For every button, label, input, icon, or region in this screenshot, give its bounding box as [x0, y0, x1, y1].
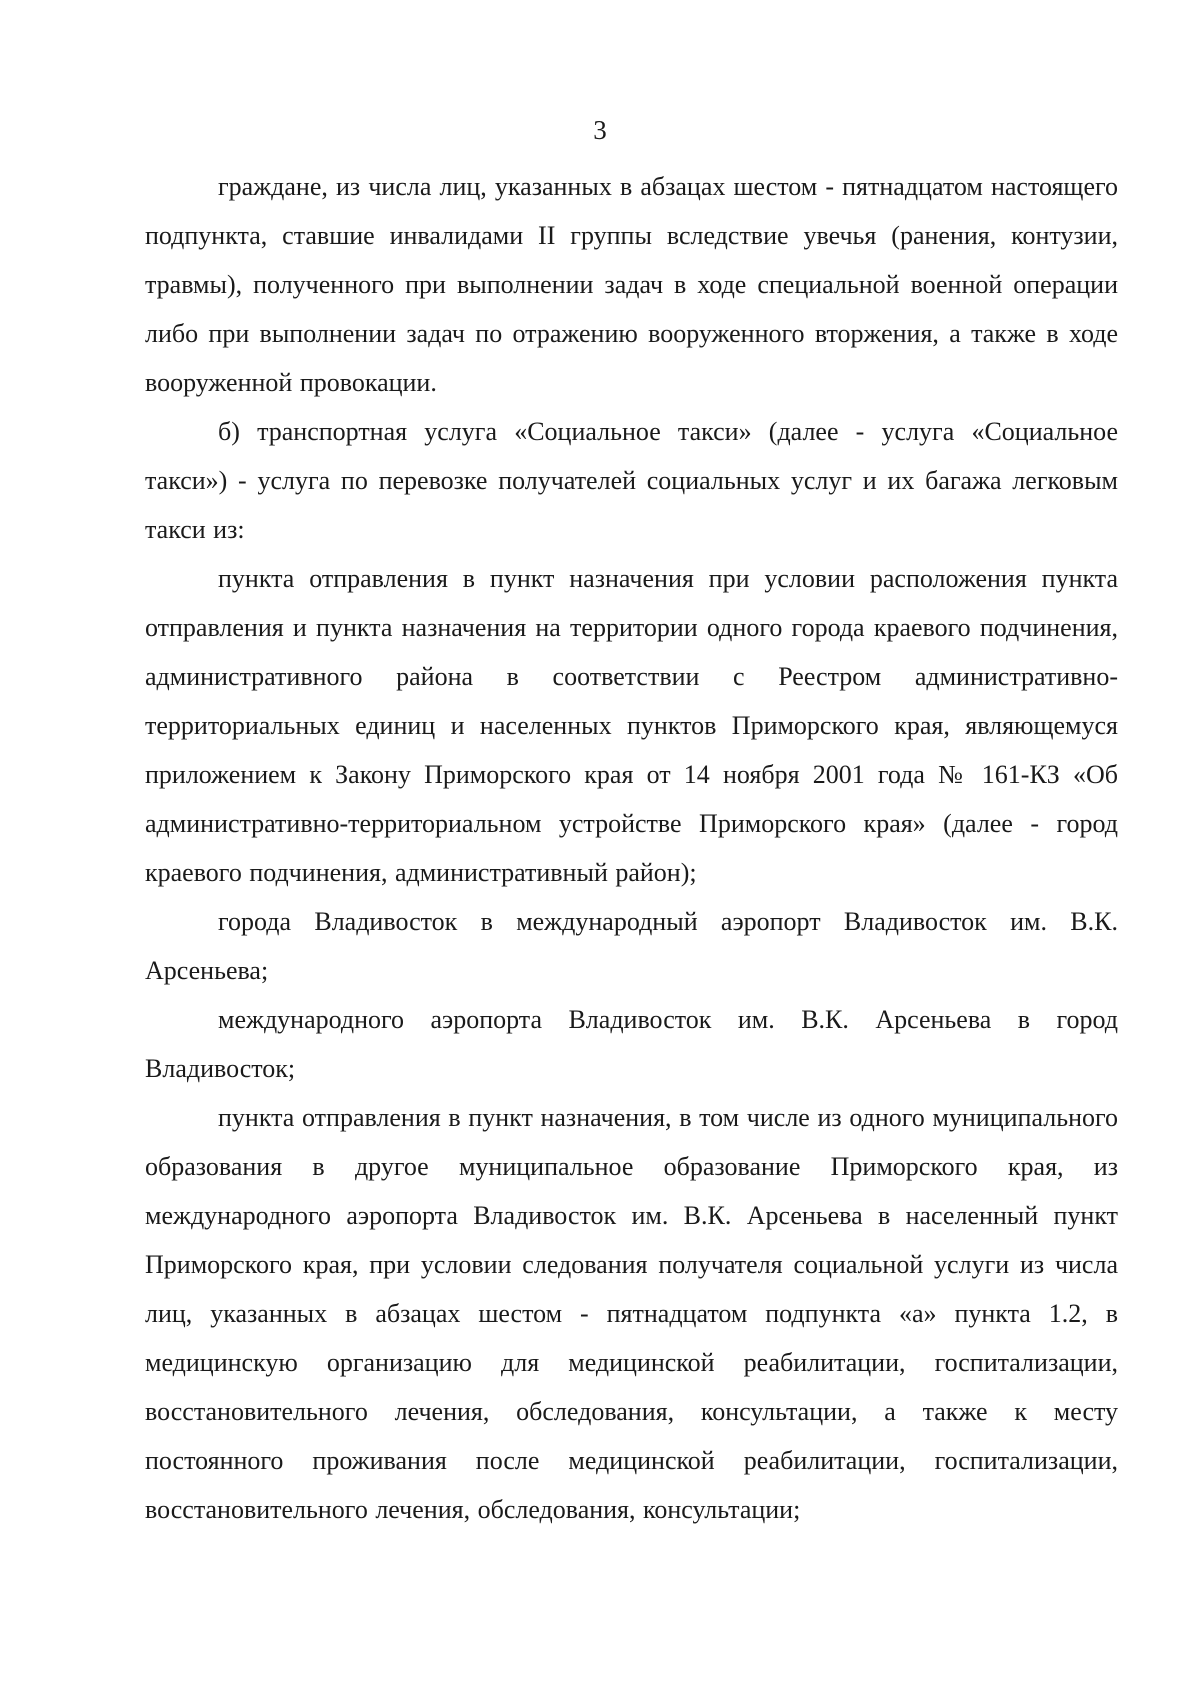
paragraph-vladivostok-to-airport: города Владивосток в международный аэропорт Владивосток им. В.К. Арсеньева;: [145, 907, 1118, 985]
paragraph-airport-to-vladivostok: международного аэропорта Владивосток им. В.К. Арсеньева в город Владивосток;: [145, 1005, 1118, 1083]
page-number: 3: [593, 115, 607, 145]
paragraph-within-city-district: пункта отправления в пункт назначения при условии расположения пункта отправления и пункта назначения на территории одного города краевого подчинения, административного района в соответствии с Реестром административно-территориальных единиц и населенных пунктов Приморского края, являющемуся приложением к Закону Приморского края от 14 ноября 2001 года № 161-КЗ «Об административно-территориальном устройстве Приморского края» (далее - город краевого подчинения, административный район);: [145, 564, 1118, 887]
paragraph-citizens-disabled: граждане, из числа лиц, указанных в абзацах шестом - пятнадцатом настоящего подпункта, ставшие инвалидами II группы вследствие увечья (ранения, контузии, травмы), полученного при выполнении задач в ходе специальной военной операции либо при выполнении задач по отражению вооруженного вторжения, а также в ходе вооруженной провокации.: [145, 172, 1118, 397]
document-body: [145, 162, 1118, 1534]
paragraph-social-taxi-definition: б) транспортная услуга «Социальное такси» (далее - услуга «Социальное такси») - услуга по перевозке получателей социальных услуг и их багажа легковым такси из:: [145, 417, 1118, 544]
paragraph-medical-travel: пункта отправления в пункт назначения, в том числе из одного муниципального образования в другое муниципальное образование Приморского края, из международного аэропорта Владивосток им. В.К. Арсеньева в населенный пункт Приморского края, при условии следования получателя социальной услуги из числа лиц, указанных в абзацах шестом - пятнадцатом подпункта «а» пункта 1.2, в медицинскую организацию для медицинской реабилитации, госпитализации, восстановительного лечения, обследования, консультации, а также к месту постоянного проживания после медицинской реабилитации, госпитализации, восстановительного лечения, обследования, консультации;: [145, 1103, 1118, 1524]
